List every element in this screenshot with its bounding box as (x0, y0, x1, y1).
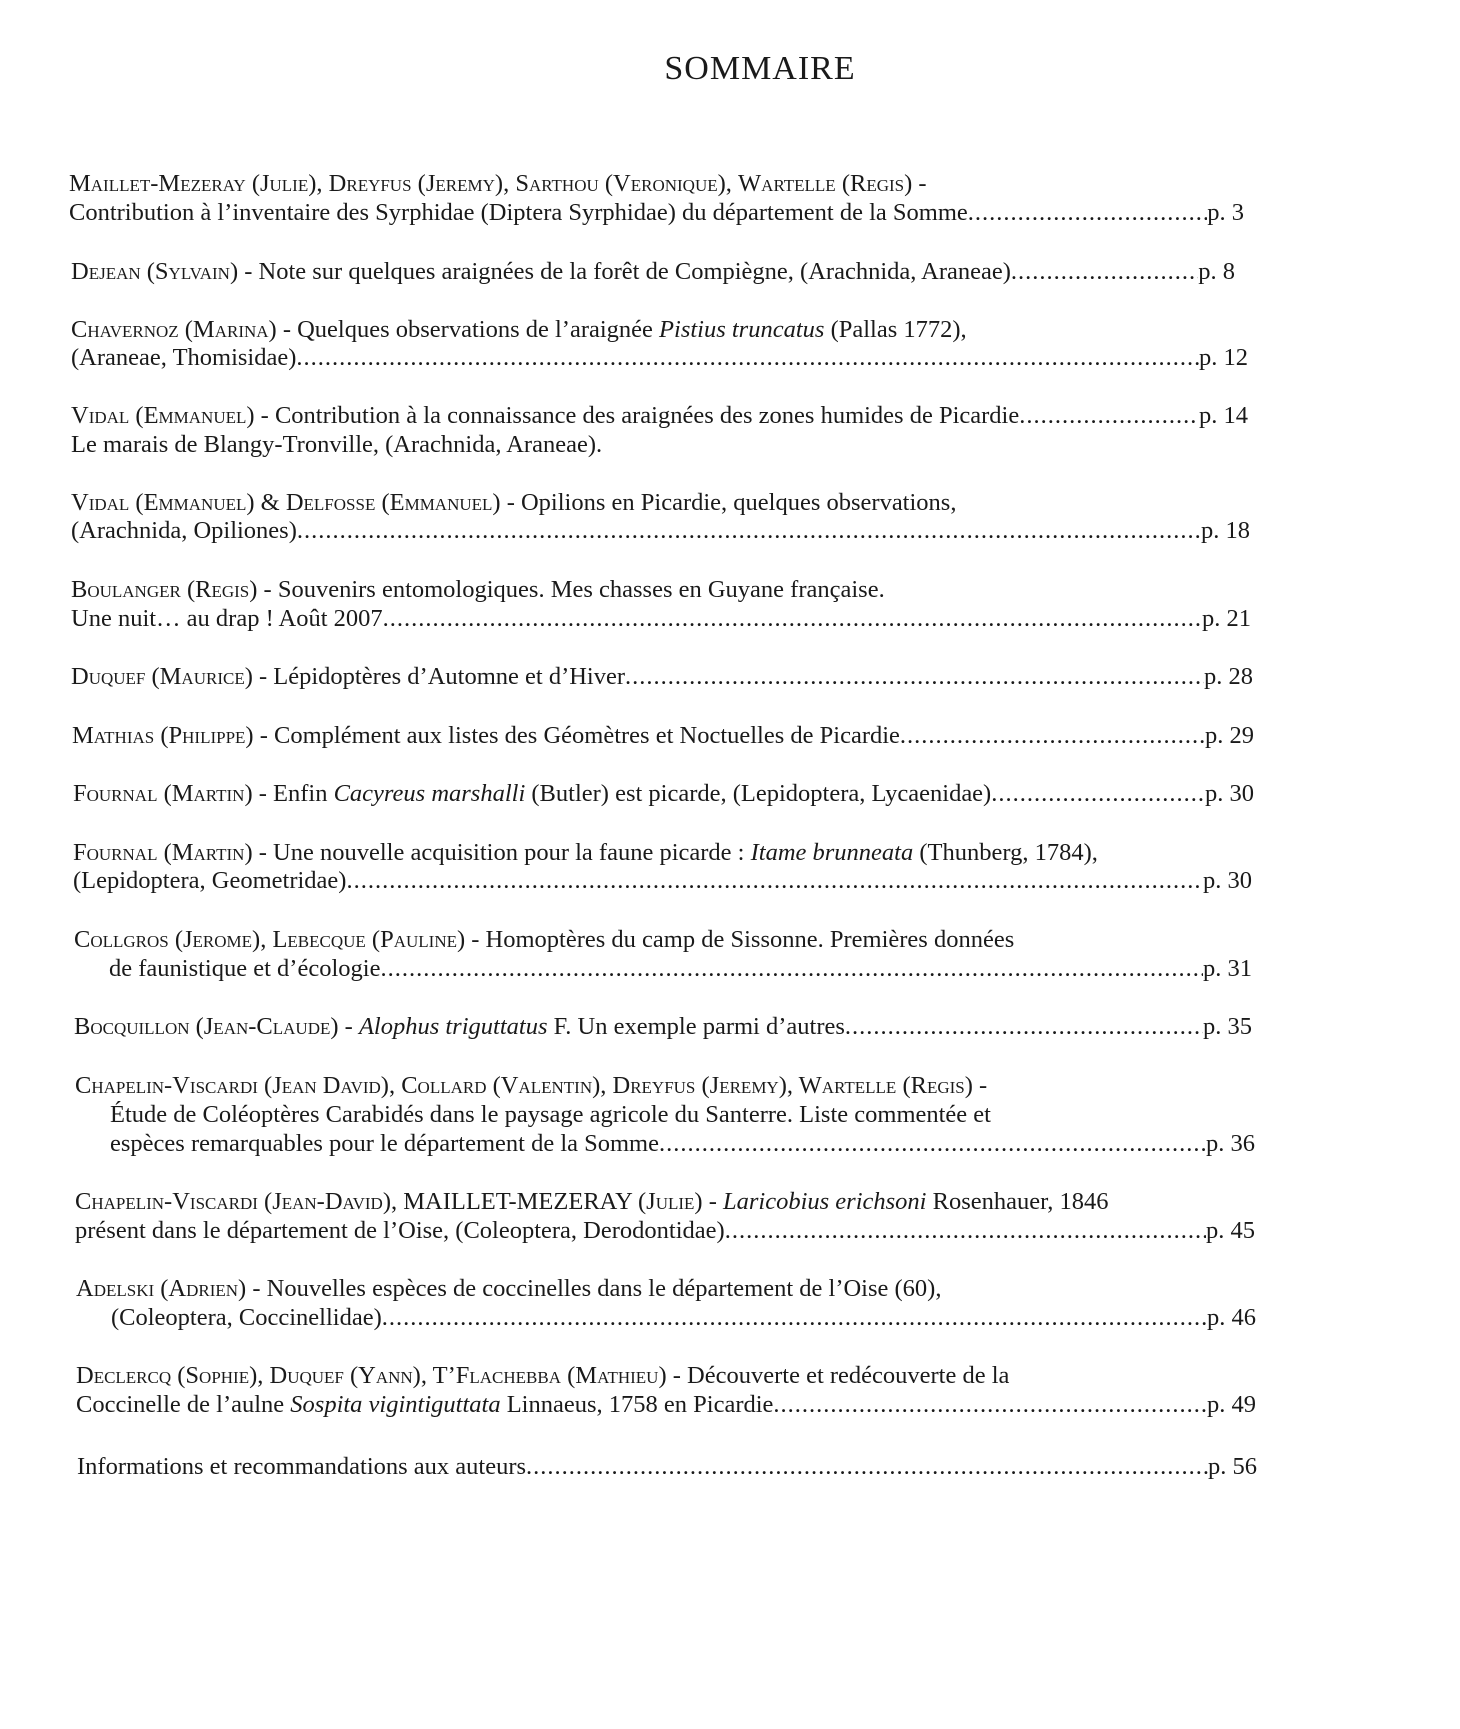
page-number: p. 29 (1205, 722, 1254, 749)
page-number: p. 12 (1199, 344, 1248, 371)
toc-title-line: Fournal (Martin) - Une nouvelle acquisition pour la faune picarde : Itame brunneata (Thunberg, 1784), (73, 839, 1098, 866)
page-number: p. 18 (1201, 517, 1250, 544)
toc-title-line (71, 256, 1235, 288)
species-name: Alophus triguttatus (358, 1013, 548, 1040)
page-number: p. 31 (1203, 955, 1252, 982)
toc-title-line (77, 1451, 1257, 1483)
toc-title-line: (Arachnida, Opiliones) ..... p. 18 (71, 515, 1250, 547)
species-name: Sospita vigintiguttata (290, 1391, 501, 1418)
page-number: p. 36 (1206, 1130, 1255, 1157)
species-name: Pistius truncatus (659, 316, 825, 343)
toc-title-line: Bocquillon (Jean-Claude) - Alophus triguttatus F. Un exemple parmi d’autres ..... p. 35 (74, 1011, 1252, 1043)
toc-title-line: espèces remarquables pour le département de la Somme ..... p. 36 (110, 1128, 1255, 1160)
author: Sarthou (515, 170, 599, 197)
page-number: p. 49 (1207, 1391, 1256, 1418)
leader-dots (383, 603, 1202, 635)
authors: Dejean (Sylvain) (71, 258, 239, 285)
article-title: - Contribution à la connaissance des araignées des zones humides de Picardie (254, 402, 1020, 429)
article-title: - Souvenirs entomologiques. Mes chasses en Guyane française. (257, 576, 885, 603)
author-first: Jeremy (425, 170, 495, 197)
author: Maillet-Mezeray (69, 170, 246, 197)
species-name: Cacyreus marshalli (333, 780, 526, 807)
leader-dots (845, 1011, 1203, 1043)
toc-title-line: Le marais de Blangy-Tronville, (Arachnida, Araneae). (71, 431, 603, 458)
toc-title-line (71, 661, 1253, 693)
authors: Vidal (Emmanuel) & Delfosse (Emmanuel) (71, 489, 501, 516)
toc-title-line: (Lepidoptera, Geometridae) ..... p. 30 (73, 865, 1252, 897)
leader-dots (725, 1215, 1206, 1247)
leader-dots (526, 1451, 1208, 1483)
leader-dots (296, 342, 1199, 374)
page-number: p. 21 (1202, 605, 1251, 632)
authors: Duquef (Maurice) (71, 663, 253, 690)
toc-title-line (74, 924, 1324, 956)
leader-dots (625, 661, 1204, 693)
authors: Chapelin-Viscardi (Jean David), Collard (Valentin), Dreyfus (Jeremy), Wartelle (Regis) (75, 1072, 973, 1099)
toc-title-line: (Coleoptera, Coccinellidae) ..... p. 46 (111, 1302, 1256, 1334)
page-number: p. 45 (1206, 1217, 1255, 1244)
leader-dots (380, 953, 1203, 985)
article-title: - Complément aux listes des Géomètres et Noctuelles de Picardie (253, 722, 900, 749)
page-number: p. 30 (1205, 780, 1254, 807)
toc-title-line (76, 1360, 1326, 1392)
toc-author-line: Maillet-Mezeray (Julie), Dreyfus (Jeremy), Sarthou (Veronique), Wartelle (Regis) - (69, 170, 927, 197)
toc-title-line (69, 197, 1244, 229)
authors: Vidal (Emmanuel) (71, 402, 255, 429)
leader-dots (991, 778, 1205, 810)
author: Dreyfus (328, 170, 412, 197)
toc-title-line: de faunistique et d’écologie ..... p. 31 (109, 953, 1252, 985)
toc-title-line: (Araneae, Thomisidae) ..... p. 12 (71, 342, 1248, 374)
leader-dots (1011, 256, 1198, 288)
article-title: - Homoptères du camp de Sissonne. Premières données (465, 926, 1015, 953)
toc-title-line: Fournal (Martin) - Enfin Cacyreus marshalli (Butler) est picarde, (Lepidoptera, Lycaenidae) ..... p. 30 (73, 778, 1254, 810)
authors: Chavernoz (Marina) (71, 316, 277, 343)
toc-title-line (72, 720, 1254, 752)
article-title: - Nouvelles espèces de coccinelles dans le département de l’Oise (60), (246, 1275, 942, 1302)
authors: Mathias (Philippe) (72, 722, 254, 749)
article-title: - Opilions en Picardie, quelques observations, (500, 489, 957, 516)
author-first: Regis (849, 170, 905, 197)
page-number: p. 14 (1199, 402, 1248, 429)
authors: Chapelin-Viscardi (Jean-David), MAILLET-MEZERAY (Julie) (75, 1188, 703, 1215)
leader-dots (382, 1302, 1207, 1334)
authors: Fournal (Martin) (73, 839, 253, 866)
authors: Adelski (Adrien) (76, 1275, 247, 1302)
toc-title-line (76, 1273, 1326, 1305)
author: Wartelle (738, 170, 836, 197)
article-title: Informations et recommandations aux auteurs (77, 1453, 527, 1480)
article-title: Étude de Coléoptères Carabidés dans le paysage agricole du Santerre. Liste commentée et (110, 1101, 991, 1128)
species-name: Itame brunneata (750, 839, 914, 866)
toc-title-line: présent dans le département de l’Oise, (Coleoptera, Derodontidae) ..... p. 45 (75, 1215, 1255, 1247)
authors: Bocquillon (Jean-Claude) (74, 1013, 339, 1040)
author-first: Julie (259, 170, 309, 197)
page-number: p. 30 (1203, 867, 1252, 894)
toc-title-line: Coccinelle de l’aulne Sospita vigintiguttata Linnaeus, 1758 en Picardie ..... p. 49 (76, 1389, 1256, 1421)
page-title: SOMMAIRE (664, 50, 856, 87)
page-number: p. 3 (1207, 199, 1244, 226)
page-number: p. 28 (1204, 663, 1253, 690)
article-title: - Note sur quelques araignées de la forêt de Compiègne, (Arachnida, Araneae) (238, 258, 1011, 285)
leader-dots (1019, 400, 1199, 432)
leader-dots (900, 720, 1205, 752)
leader-dots (659, 1128, 1206, 1160)
article-title: Contribution à l’inventaire des Syrphidae (Diptera Syrphidae) du département de la Somme (69, 199, 968, 226)
authors: Collgros (Jerome), Lebecque (Pauline) (74, 926, 466, 953)
toc-title-line (71, 400, 1248, 432)
authors: Fournal (Martin) (73, 780, 253, 807)
species-name: Laricobius erichsoni (723, 1188, 927, 1215)
authors: Boulanger (Regis) (71, 576, 258, 603)
page-number: p. 56 (1208, 1453, 1257, 1480)
author-first: Veronique (613, 170, 718, 197)
toc-title-line: Chavernoz (Marina) - Quelques observations de l’araignée Pistius truncatus (Pallas 1772), (71, 316, 967, 343)
toc-title-line: Chapelin-Viscardi (Jean-David), MAILLET-MEZERAY (Julie) - Laricobius erichsoni Rosenhauer, 1846 (75, 1188, 1109, 1215)
authors: Declercq (Sophie), Duquef (Yann), T’Flachebba (Mathieu) (76, 1362, 667, 1389)
leader-dots (773, 1389, 1207, 1421)
leader-dots (968, 197, 1207, 229)
leader-dots (297, 515, 1201, 547)
page-number: p. 46 (1207, 1304, 1256, 1331)
page-number: p. 8 (1198, 258, 1235, 285)
leader-dots (346, 865, 1203, 897)
article-title: - Lépidoptères d’Automne et d’Hiver (252, 663, 626, 690)
page-number: p. 35 (1203, 1013, 1252, 1040)
toc-author-line: Chapelin-Viscardi (Jean David), Collard (Valentin), Dreyfus (Jeremy), Wartelle (Regis) - (75, 1072, 988, 1099)
toc-title-line (110, 1099, 1310, 1131)
toc-title-line (71, 574, 1321, 606)
toc-title-line: Une nuit… au drap ! Août 2007 ..... p. 21 (71, 603, 1251, 635)
article-title: - Découverte et redécouverte de la (666, 1362, 1010, 1389)
